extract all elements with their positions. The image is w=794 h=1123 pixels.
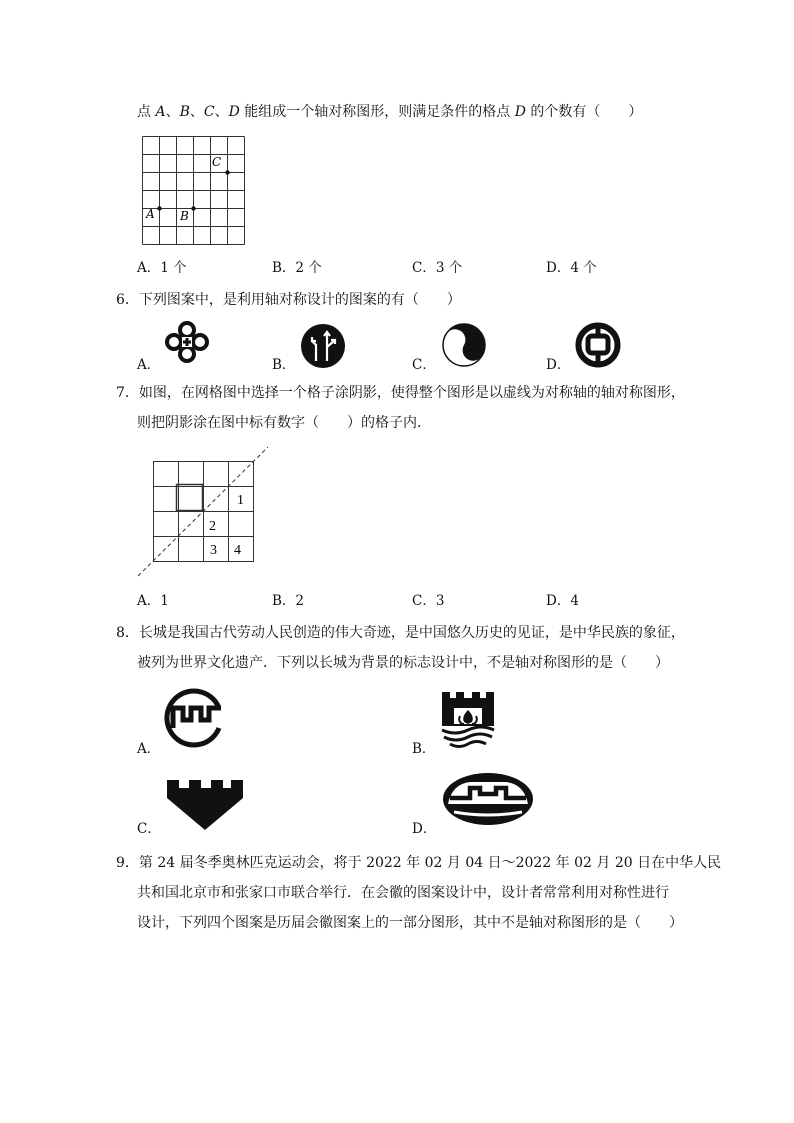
yin-yang-icon — [442, 323, 486, 367]
q7-grid-figure — [136, 446, 270, 578]
grid-label-b: B — [180, 209, 189, 223]
q9-stem-line-1: 9．第 24 届冬季奥林匹克运动会，将于 2022 年 02 月 04 日～2022 年 02 月 20 日在中华人民 — [116, 855, 722, 871]
point-d-label: D — [228, 104, 240, 120]
q9-stem-line-3: 设计，下列四个图案是历届会徽图案上的一部分图形，其中不是轴对称图形的是（ ） — [137, 915, 683, 931]
q5-option-a[interactable]: A．1 个 — [137, 260, 187, 276]
point-c-label: C — [203, 104, 215, 120]
q7-stem-line-2: 则把阴影涂在图中标有数字（ ）的格子内． — [137, 415, 431, 431]
point-c-dot — [225, 170, 229, 174]
q6-option-a[interactable]: A． — [137, 357, 161, 373]
great-wall-heart-logo-icon — [165, 776, 245, 832]
bank-logo-icon — [574, 321, 622, 369]
q8-stem-line-2: 被列为世界文化遗产．下列以长城为背景的标志设计中，不是轴对称图形的是（ ） — [137, 655, 669, 671]
grid-label-c: C — [212, 155, 222, 169]
q6-option-d[interactable]: D． — [546, 357, 571, 373]
q8-option-d[interactable]: D． — [412, 821, 437, 837]
road-sign-icon — [300, 323, 346, 369]
cell-label-2: 2 — [209, 519, 216, 534]
q7-option-d[interactable]: D．4 — [546, 593, 579, 609]
q6-option-b[interactable]: B． — [272, 357, 296, 373]
q6-option-c[interactable]: C． — [412, 357, 436, 373]
q8-stem-line-1: 8．长城是我国古代劳动人民创造的伟大奇迹，是中国悠久历史的见证，是中华民族的象征， — [116, 625, 685, 641]
point-a-label: A — [155, 104, 166, 120]
q5-lattice-grid — [142, 136, 246, 246]
q8-option-c[interactable]: C． — [137, 821, 161, 837]
point-d-label-2: D — [514, 104, 526, 120]
q7-option-a[interactable]: A．1 — [137, 593, 169, 609]
q7-stem-line-1: 7．如图，在网格图中选择一个格子涂阴影，使得整个图形是以虚线为对称轴的轴对称图形， — [116, 385, 685, 401]
q5-option-b[interactable]: B．2 个 — [272, 260, 322, 276]
knot-pattern-icon — [163, 320, 211, 364]
q5-option-c[interactable]: C．3 个 — [412, 260, 463, 276]
great-wall-oval-logo-icon — [440, 770, 536, 828]
q9-stem-line-2: 共和国北京市和张家口市联合举行．在会徽的图案设计中，设计者常常利用对称性进行 — [137, 885, 669, 901]
great-wall-shield-logo-icon — [440, 690, 496, 750]
q5-stem: 点 A、B、C、D 能组成一个轴对称图形，则满足条件的格点 D 的个数有（ ） — [137, 104, 643, 120]
q6-stem: 6．下列图案中，是利用轴对称设计的图案的有（ ） — [116, 292, 461, 308]
great-wall-circle-logo-icon — [163, 688, 227, 748]
cell-label-1: 1 — [237, 493, 244, 508]
cell-label-4: 4 — [234, 543, 241, 558]
point-b-label: B — [179, 104, 190, 120]
point-b-dot — [191, 206, 195, 210]
q8-option-b[interactable]: B． — [412, 741, 436, 757]
point-a-dot — [157, 206, 161, 210]
q8-option-a[interactable]: A． — [137, 741, 161, 757]
q7-option-b[interactable]: B．2 — [272, 593, 305, 609]
cell-label-3: 3 — [210, 543, 217, 558]
q5-option-d[interactable]: D．4 个 — [546, 260, 597, 276]
q7-option-c[interactable]: C．3 — [412, 593, 445, 609]
grid-label-a: A — [146, 207, 155, 221]
